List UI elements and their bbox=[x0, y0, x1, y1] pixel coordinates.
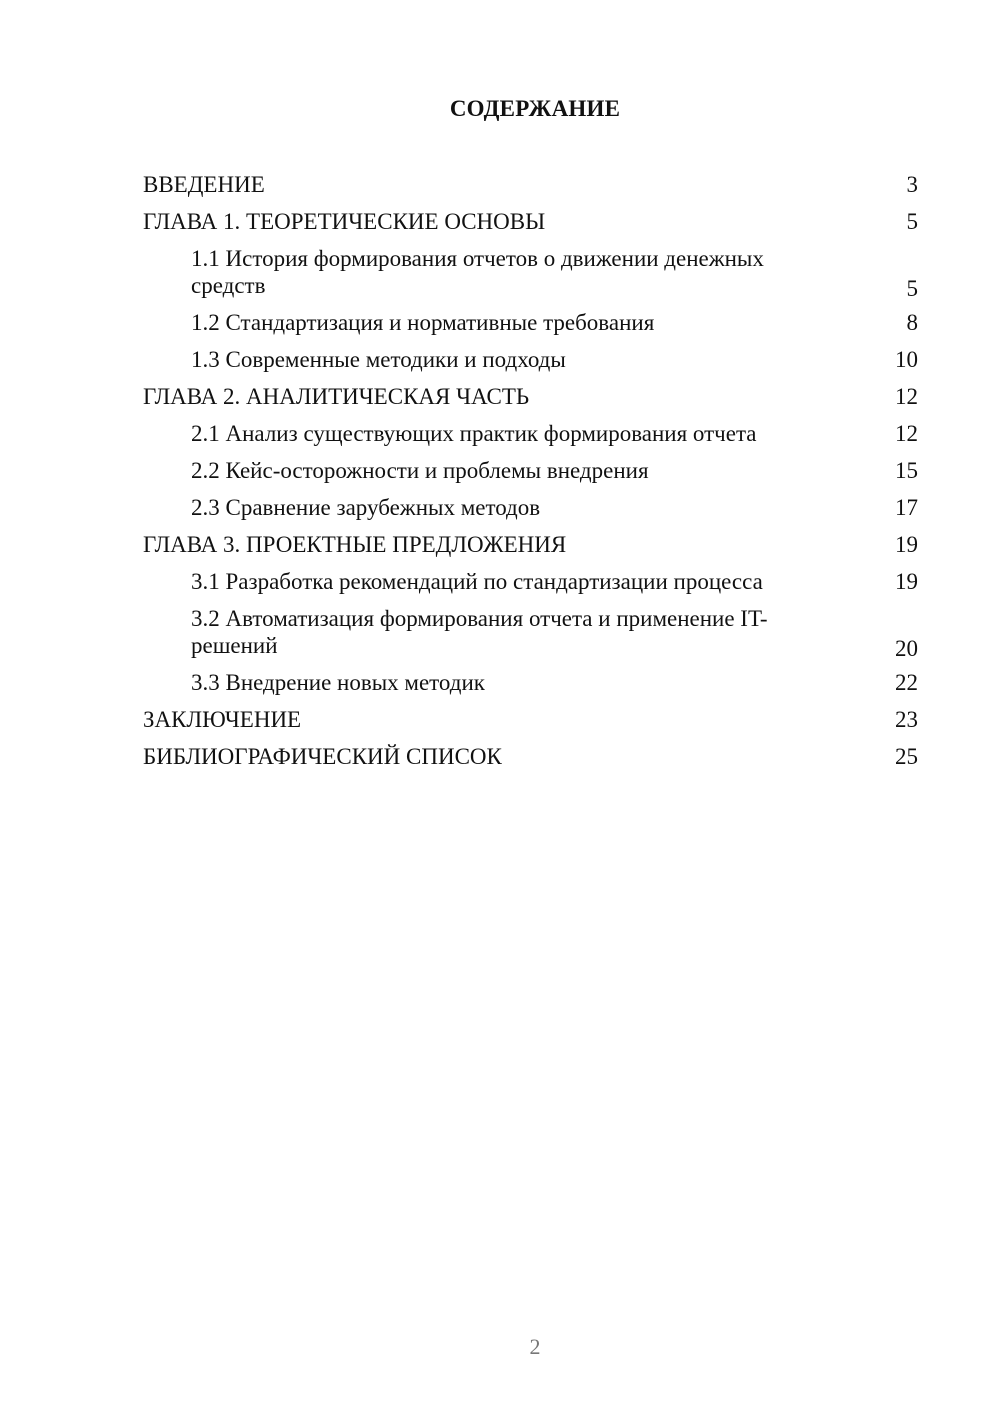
toc-entry-page: 5 bbox=[906, 276, 918, 301]
toc-entry-label: 1.2 Стандартизация и нормативные требования bbox=[191, 310, 655, 335]
toc-entry-chapter-2[interactable] bbox=[143, 378, 918, 415]
toc-entry-conclusion[interactable] bbox=[143, 701, 918, 738]
toc-entry-label: 2.1 Анализ существующих практик формирования отчета bbox=[191, 421, 757, 446]
toc-entry-chapter-3[interactable] bbox=[143, 526, 918, 563]
toc-entry-section-3-2[interactable] bbox=[143, 600, 918, 664]
toc-entry-label: 2.2 Кейс-осторожности и проблемы внедрения bbox=[191, 458, 649, 483]
toc-entry-page: 15 bbox=[895, 458, 918, 483]
toc-entry-page: 8 bbox=[906, 310, 918, 335]
toc-entry-section-2-2[interactable] bbox=[143, 452, 918, 489]
toc-entry-label: 3.2 Автоматизация формирования отчета и применение IT-решений bbox=[191, 606, 768, 658]
toc-entry-page: 19 bbox=[895, 532, 918, 557]
toc-entry-page: 20 bbox=[895, 636, 918, 661]
toc-entry-page: 5 bbox=[906, 209, 918, 234]
toc-entry-page: 17 bbox=[895, 495, 918, 520]
toc-entry-label: ГЛАВА 2. АНАЛИТИЧЕСКАЯ ЧАСТЬ bbox=[143, 384, 530, 409]
toc-entry-section-3-1[interactable] bbox=[143, 563, 918, 600]
toc-entry-label: 2.3 Сравнение зарубежных методов bbox=[191, 495, 541, 520]
toc-entry-page: 19 bbox=[895, 569, 918, 594]
toc-entry-chapter-1[interactable] bbox=[143, 203, 918, 240]
toc-entry-label: 1.3 Современные методики и подходы bbox=[191, 347, 566, 372]
toc-entry-bibliography[interactable] bbox=[143, 738, 918, 775]
toc-entry-section-1-1[interactable] bbox=[143, 240, 918, 304]
toc-entry-section-1-2[interactable] bbox=[143, 304, 918, 341]
toc-entry-label: 3.3 Внедрение новых методик bbox=[191, 670, 485, 695]
toc-entry-label: ГЛАВА 1. ТЕОРЕТИЧЕСКИЕ ОСНОВЫ bbox=[143, 209, 546, 234]
toc-entry-page: 22 bbox=[895, 670, 918, 695]
toc-entry-page: 10 bbox=[895, 347, 918, 372]
toc-entry-section-1-3[interactable] bbox=[143, 341, 918, 378]
toc-entry-label: БИБЛИОГРАФИЧЕСКИЙ СПИСОК bbox=[143, 744, 502, 769]
toc-entry-introduction[interactable] bbox=[143, 166, 918, 203]
toc-entry-label: ЗАКЛЮЧЕНИЕ bbox=[143, 707, 302, 732]
toc-entry-page: 25 bbox=[895, 744, 918, 769]
toc-entry-page: 12 bbox=[895, 421, 918, 446]
toc-entry-section-2-3[interactable] bbox=[143, 489, 918, 526]
toc-entry-section-3-3[interactable] bbox=[143, 664, 918, 701]
toc-entry-label: 3.1 Разработка рекомендаций по стандартизации процесса bbox=[191, 569, 763, 594]
toc-entry-label: ГЛАВА 3. ПРОЕКТНЫЕ ПРЕДЛОЖЕНИЯ bbox=[143, 532, 567, 557]
toc-entry-label: ВВЕДЕНИЕ bbox=[143, 172, 265, 197]
page-number: 2 bbox=[529, 1334, 541, 1359]
table-of-contents bbox=[143, 166, 918, 775]
toc-entry-page: 3 bbox=[906, 172, 918, 197]
toc-entry-page: 23 bbox=[895, 707, 918, 732]
toc-entry-section-2-1[interactable] bbox=[143, 415, 918, 452]
toc-entry-label: 1.1 История формирования отчетов о движении денежных средств bbox=[191, 246, 764, 298]
page-title: СОДЕРЖАНИЕ bbox=[449, 96, 621, 121]
toc-entry-page: 12 bbox=[895, 384, 918, 409]
